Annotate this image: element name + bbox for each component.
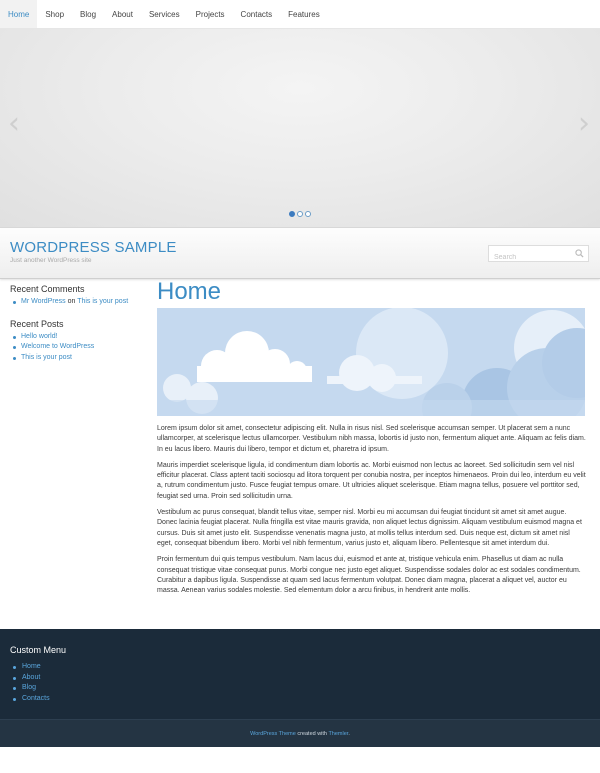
nav-item-shop[interactable]: Shop (45, 10, 65, 19)
slider-pagination (289, 211, 311, 217)
nav-item-contacts[interactable]: Contacts (240, 10, 273, 19)
list-item (10, 332, 150, 343)
list-item (10, 297, 150, 308)
top-nav (0, 0, 600, 29)
nav-item-projects[interactable]: Projects (195, 10, 225, 19)
footer-menu-blog[interactable]: Blog (10, 683, 50, 694)
hero-clouds-image (157, 308, 585, 416)
nav-item-about[interactable]: About (112, 10, 133, 19)
slider-dot-1[interactable] (289, 211, 295, 217)
search-input[interactable] (489, 250, 573, 265)
footer-menu-home[interactable]: Home (10, 662, 50, 673)
nav-item-features[interactable]: Features (288, 10, 320, 19)
custom-menu-list (10, 662, 50, 704)
credit-end: . (348, 731, 350, 737)
site-title[interactable]: WORDPRESS SAMPLE (10, 239, 177, 256)
list-item (10, 342, 150, 353)
recent-posts-list (10, 332, 150, 364)
custom-menu-title: Custom Menu (10, 645, 67, 655)
nav-item-home[interactable]: Home (0, 0, 37, 28)
sidebar (10, 284, 150, 363)
site-tagline: Just another WordPress site (10, 257, 92, 264)
slider-next-arrow-icon[interactable]: › (578, 106, 590, 141)
comment-on-text: on (67, 298, 76, 305)
search-icon[interactable] (575, 249, 584, 258)
footer-menu-about[interactable]: About (10, 673, 50, 684)
list-item (10, 353, 150, 364)
recent-posts-title: Recent Posts (10, 318, 64, 329)
comment-post-link[interactable]: This is your post (77, 298, 129, 305)
slider-dot-2[interactable] (297, 211, 303, 217)
page-title: Home (157, 278, 222, 305)
slider-dot-3[interactable] (305, 211, 311, 217)
wordpress-theme-link[interactable]: WordPress Theme (250, 731, 296, 737)
recent-post-link[interactable]: Hello world! (21, 332, 58, 340)
recent-post-link[interactable]: Welcome to WordPress (21, 343, 95, 350)
content-paragraph: Mauris imperdiet scelerisque ligula, id condimentum diam lobortis ac. Morbi euismod non lectus ac laoreet. Sed sollicitudin sem vel nisl efficitur placerat. Class aptent taciti sociosqu ad litora torquent per conubia nostra, per inceptos himenaeos. Proin dui leo, interdum eu velit a, rutrum condimentum justo. Fusce feugiat tempus ornare. Ut ultricies aliquet scelerisque. Etiam magna tellus, posuere vel porttitor sed, feugiat sed urna. Proin sed sollicitudin urna. (157, 461, 586, 500)
content-paragraph: Lorem ipsum dolor sit amet, consectetur adipiscing elit. Nulla in risus nisl. Sed scelerisque accumsan semper. Ut placerat sem a nunc ullamcorper, at scelerisque lectus ullamcorper. Vestibulum nibh massa, lobortis id justo non, fermentum aliquet ante. Aliquam ac felis diam. In eu lacus libero. Mauris dui libero, tempor et dictum et, pharetra id ipsum. (157, 425, 586, 453)
recent-comments-list (10, 297, 150, 308)
nav-item-blog[interactable]: Blog (80, 10, 97, 19)
footer-menu-contacts[interactable]: Contacts (10, 694, 50, 705)
slider-prev-arrow-icon[interactable]: ‹ (8, 106, 20, 141)
footer (0, 629, 600, 719)
content-paragraph: Vestibulum ac purus consequat, blandit tellus vitae, semper nisl. Morbi eu mi accumsan dui feugiat tincidunt sit amet sit amet augue. Donec lacinia feugiat placerat. Nulla fringilla est vitae mauris gravida, non aliquet lectus dignissim. Aliquam vestibulum euismod magna et cursus. Duis sit amet justo elit. Suspendisse venenatis magna justo, at mollis tellus interdum sed. Duis neque est, dictum sit amet nisl eget, consequat bibendum libero. Morbi vel nibh fermentum, varius justo et, aliquam libero. Pellentesque sit amet interdum dui. (157, 509, 582, 547)
footer-credits (0, 719, 600, 747)
recent-comments-widget (10, 284, 150, 308)
image-slider (0, 29, 600, 228)
search-box (488, 245, 589, 262)
themler-link[interactable]: Themler (328, 731, 349, 737)
content-paragraph: Proin fermentum dui quis tempus vestibulum. Nam lacus dui, euismod et ante at, tristique vehicula enim. Phasellus ut diam ac nulla consequat tristique vitae consequat purus. Morbi congue nec justo eget aliquet. Suspendisse sodales dolor ac est sodales condimentum. Curabitur a dapibus ligula. Suspendisse at quam sed lacus fermentum volutpat. Donec diam magna, placerat a aliquet vel, auctor eu massa. Aenean varius sodales molestie. Sed elementum dolor a arcu finibus, in hendrerit ante mollis. (157, 556, 581, 595)
comment-author-link[interactable]: Mr WordPress (21, 298, 66, 305)
nav-item-services[interactable]: Services (148, 10, 180, 19)
recent-comments-title: Recent Comments (10, 284, 85, 294)
site-header (0, 229, 600, 279)
credit-text: created with (295, 731, 329, 737)
recent-posts-widget (10, 319, 150, 364)
recent-post-link[interactable]: This is your post (21, 353, 72, 361)
main-content (157, 277, 587, 596)
